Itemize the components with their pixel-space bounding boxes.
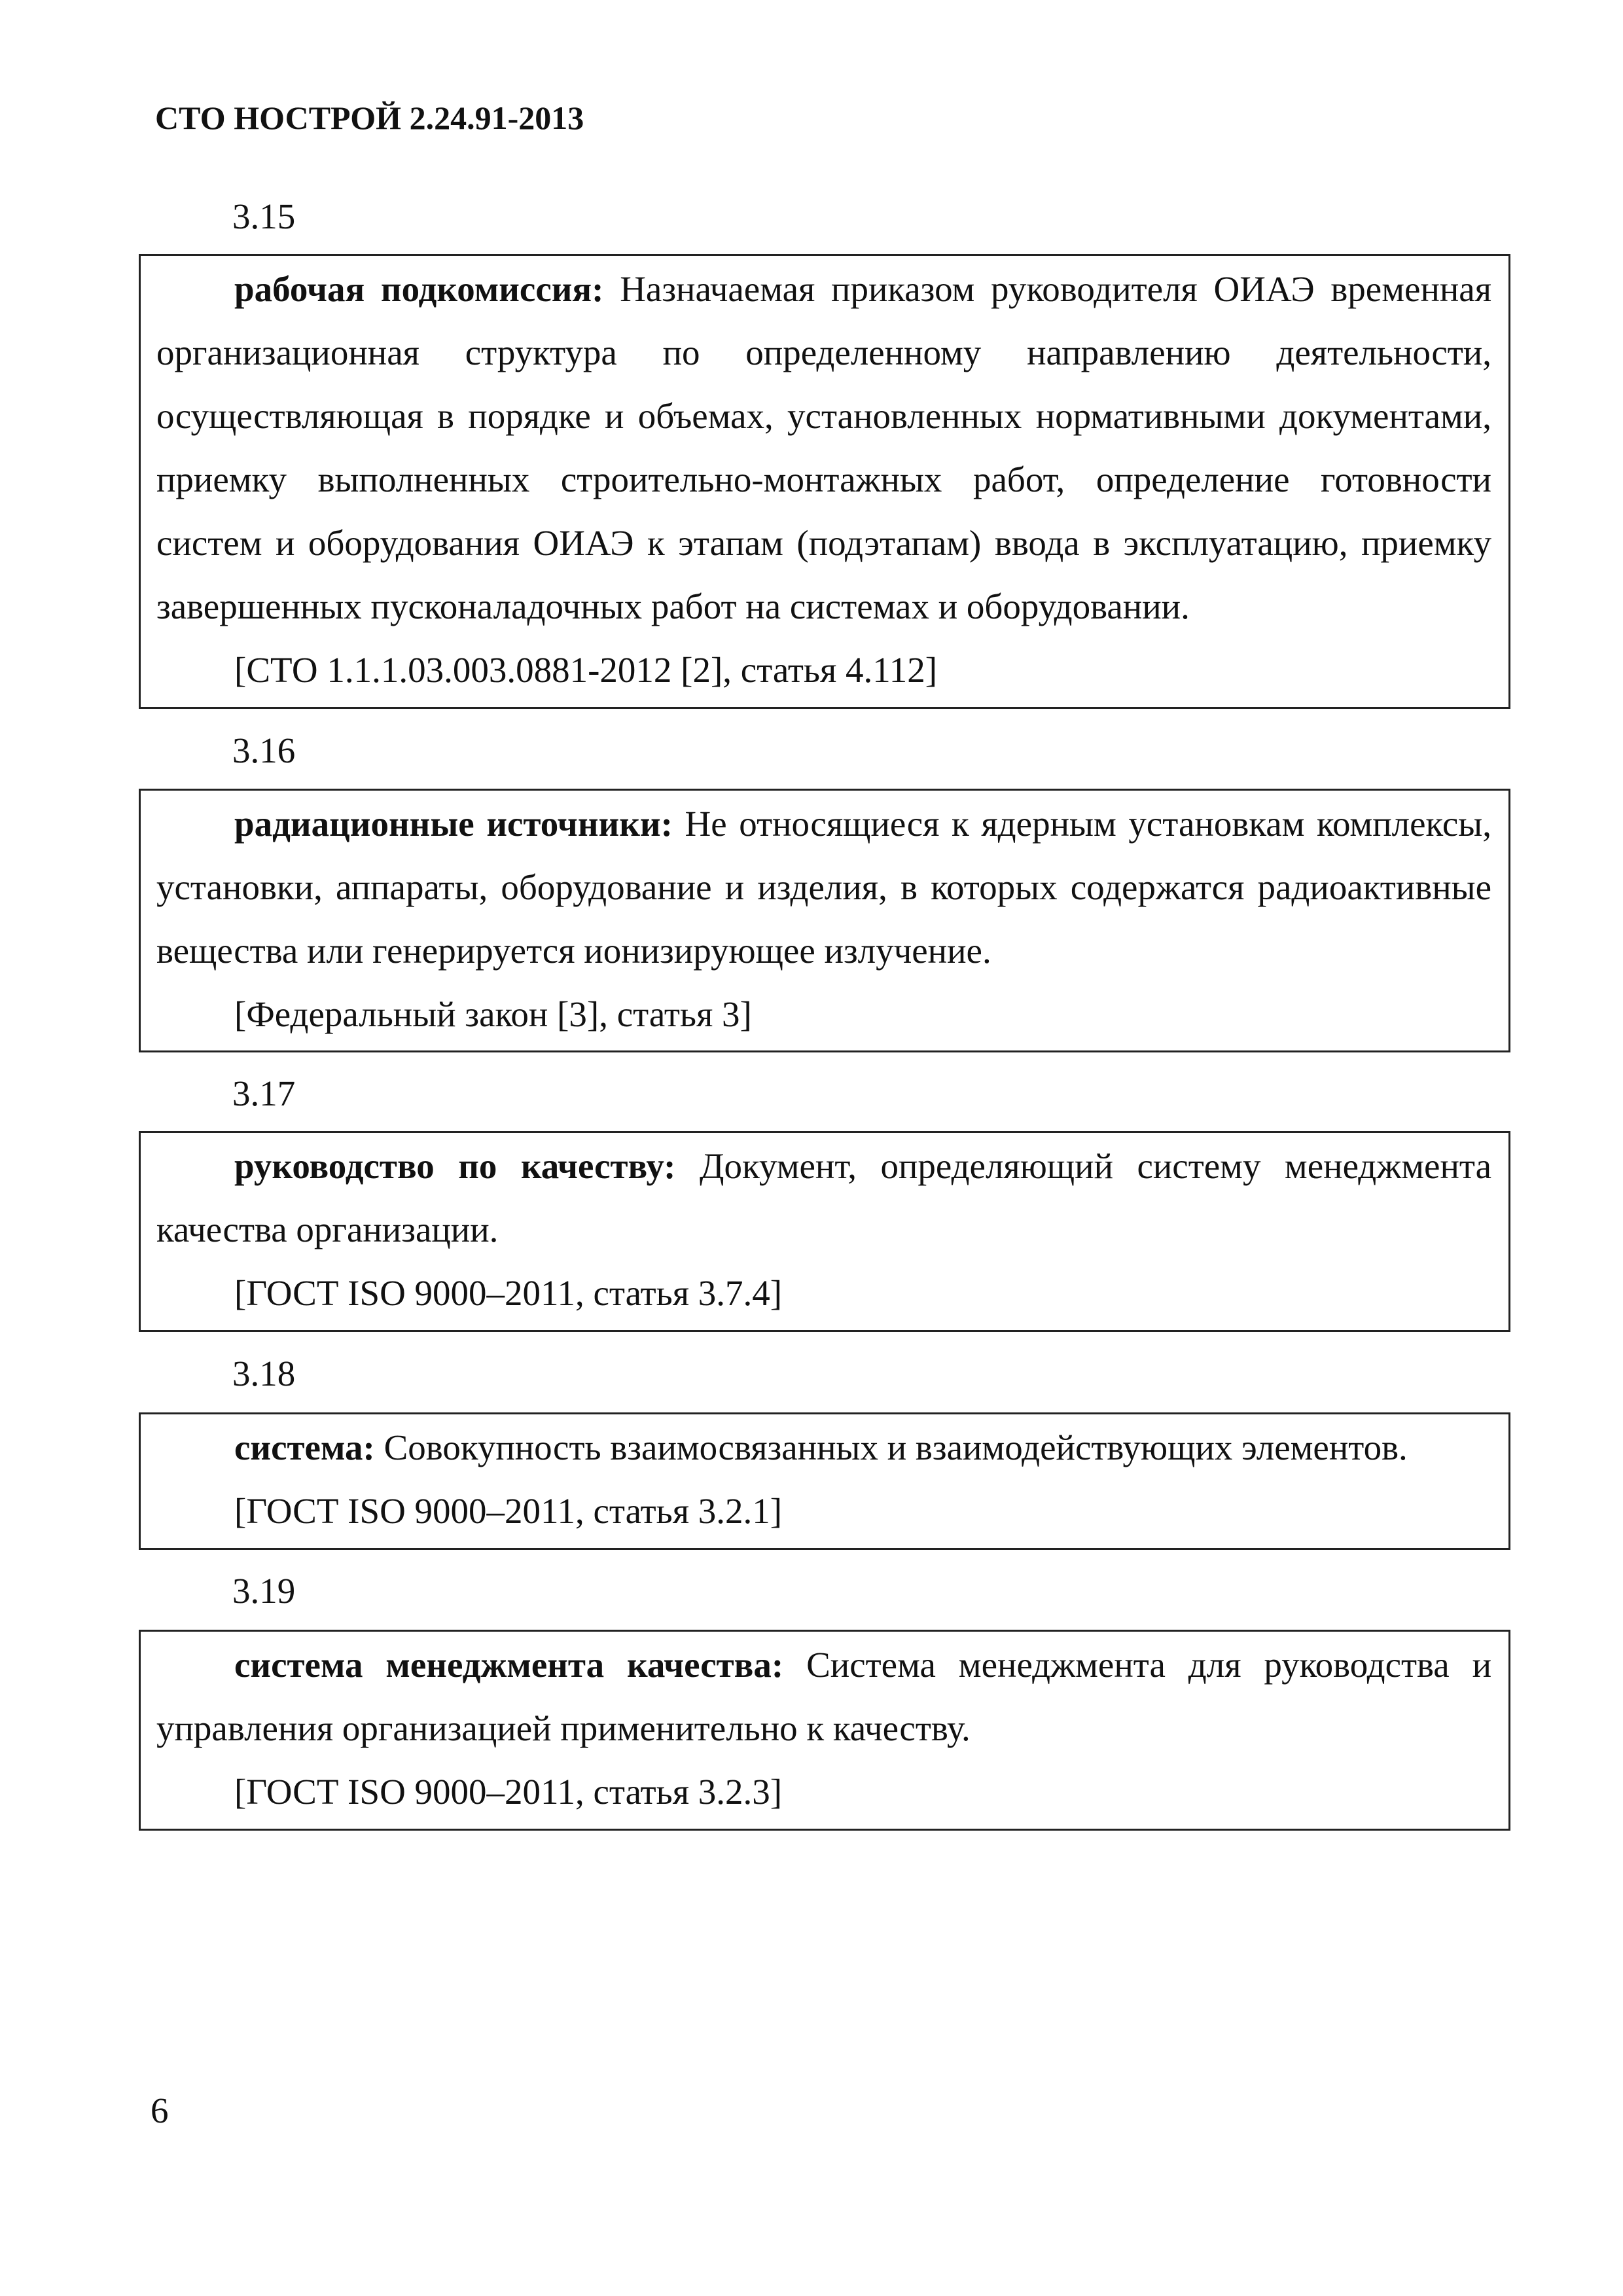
term-box <box>139 1630 1510 1831</box>
term-title: руководство по качеству: <box>234 1146 676 1186</box>
term-title: радиационные источники: <box>234 804 673 844</box>
entry-number: 3.19 <box>232 1571 296 1611</box>
term-box <box>139 1131 1510 1332</box>
term-source: [СТО 1.1.1.03.003.0881-2012 [2], статья 4.112] <box>234 650 938 690</box>
term-source: [ГОСТ ISO 9000–2011, статья 3.2.3] <box>234 1772 783 1812</box>
term-box <box>139 1412 1510 1550</box>
entry-number: 3.15 <box>232 196 296 236</box>
definition-paragraph <box>156 1416 1491 1479</box>
term-title: система: <box>234 1427 375 1467</box>
term-definition: Совокупность взаимосвязанных и взаимодействующих элементов. <box>383 1427 1408 1467</box>
definition-paragraph <box>156 792 1491 982</box>
definition-paragraph <box>156 1633 1491 1760</box>
term-source: [ГОСТ ISO 9000–2011, статья 3.2.1] <box>234 1491 783 1531</box>
term-definition: Не относящиеся к ядерным установкам комплексы, установки, аппараты, оборудование и изделия, в которых содержатся радиоактивные вещества или генерируется ионизирующее излучение. <box>156 804 1491 971</box>
term-box <box>139 254 1510 709</box>
definition-paragraph <box>156 1134 1491 1261</box>
term-source: [Федеральный закон [3], статья 3] <box>234 994 752 1034</box>
term-title: рабочая подкомиссия: <box>234 269 604 309</box>
term-title: система менеджмента качества: <box>234 1645 784 1685</box>
term-box <box>139 789 1510 1052</box>
term-definition: Назначаемая приказом руководителя ОИАЭ временная организационная структура по определенному направлению деятельности, осуществляющая в порядке и объемах, установленных нормативными документами, приемку выполненных строительно-монтажных работ, определение готовности систем и оборудования ОИАЭ к этапам (подэтапам) ввода в эксплуатацию, приемку завершенных пусконаладочных работ на системах и оборудовании. <box>156 269 1492 626</box>
entry-number: 3.17 <box>232 1073 296 1113</box>
term-definition: Документ, определяющий систему менеджмента качества организации. <box>156 1146 1492 1249</box>
entry-number: 3.16 <box>232 730 296 770</box>
document-header: СТО НОСТРОЙ 2.24.91-2013 <box>155 99 584 136</box>
entry-number: 3.18 <box>232 1354 296 1393</box>
page-number: 6 <box>151 2090 169 2130</box>
term-definition: Система менеджмента для руководства и управления организацией применительно к качеству. <box>156 1645 1492 1748</box>
definition-paragraph <box>156 257 1491 638</box>
term-source: [ГОСТ ISO 9000–2011, статья 3.7.4] <box>234 1273 783 1313</box>
